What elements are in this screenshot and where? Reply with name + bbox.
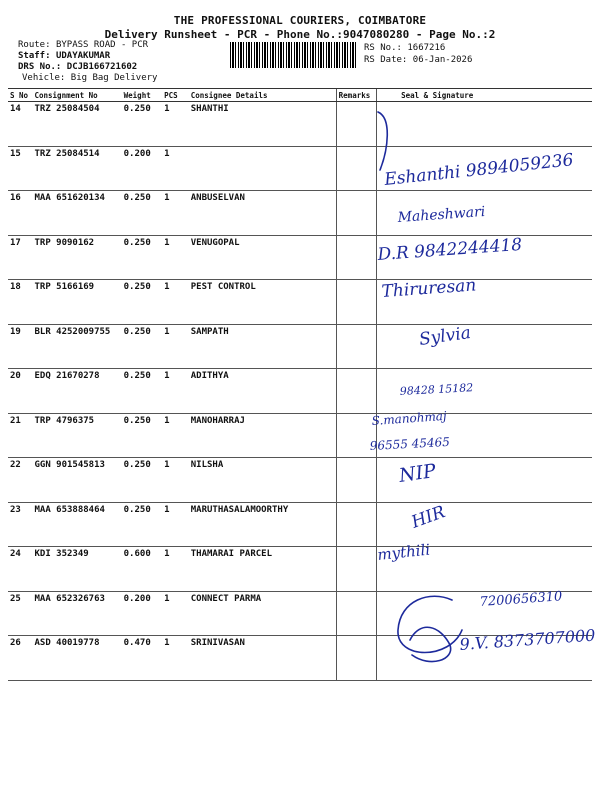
cell-consignee: ADITHYA bbox=[189, 369, 336, 414]
cell-remarks bbox=[336, 636, 376, 681]
cell-sno: 16 bbox=[8, 191, 32, 236]
handwritten-signature: 96555 45465 bbox=[369, 434, 451, 453]
cell-signature bbox=[377, 591, 592, 636]
cell-remarks bbox=[336, 591, 376, 636]
vehicle-line: Vehicle: Big Bag Delivery bbox=[22, 73, 158, 83]
cell-remarks bbox=[336, 458, 376, 503]
cell-consignee: SRINIVASAN bbox=[189, 636, 336, 681]
table-row bbox=[8, 591, 592, 636]
table-row bbox=[8, 146, 592, 191]
handwritten-signature: HIR bbox=[408, 502, 448, 533]
cell-weight: 0.250 bbox=[122, 280, 163, 325]
col-consignment: Consignment No bbox=[32, 89, 121, 102]
handwritten-signature: Thiruresan bbox=[380, 275, 477, 302]
cell-consignment: TRP 4796375 bbox=[32, 413, 121, 458]
runsheet-table bbox=[8, 88, 592, 681]
cell-remarks bbox=[336, 146, 376, 191]
handwritten-signature: D.R 9842244418 bbox=[376, 234, 523, 265]
cell-remarks bbox=[336, 191, 376, 236]
handwritten-signature: NIP bbox=[397, 460, 438, 487]
table-row bbox=[8, 102, 592, 147]
handwritten-signature: S.manohmaj bbox=[371, 408, 448, 428]
rs-date-value: 06-Jan-2026 bbox=[412, 55, 473, 65]
handwritten-signature: mythili bbox=[376, 540, 431, 564]
cell-weight: 0.200 bbox=[122, 591, 163, 636]
route-line: Route: BYPASS ROAD - PCR bbox=[18, 40, 149, 50]
cell-signature bbox=[377, 146, 592, 191]
handwritten-signature: 98428 15182 bbox=[399, 381, 474, 398]
cell-weight: 0.250 bbox=[122, 369, 163, 414]
cell-weight: 0.250 bbox=[122, 413, 163, 458]
cell-consignment: TRZ 25084514 bbox=[32, 146, 121, 191]
cell-sno: 24 bbox=[8, 547, 32, 592]
table-row bbox=[8, 547, 592, 592]
cell-signature bbox=[377, 280, 592, 325]
table-row bbox=[8, 458, 592, 503]
cell-consignment: GGN 901545813 bbox=[32, 458, 121, 503]
table-row bbox=[8, 369, 592, 414]
table-row bbox=[8, 280, 592, 325]
cell-weight: 0.250 bbox=[122, 191, 163, 236]
cell-weight: 0.600 bbox=[122, 547, 163, 592]
cell-pcs: 1 bbox=[162, 324, 189, 369]
rs-date-line: RS Date: 06-Jan-2026 bbox=[364, 55, 473, 65]
cell-consignee: THAMARAI PARCEL bbox=[189, 547, 336, 592]
route-value: BYPASS ROAD - PCR bbox=[55, 40, 149, 50]
cell-remarks bbox=[336, 102, 376, 147]
cell-pcs: 1 bbox=[162, 547, 189, 592]
table-row bbox=[8, 413, 592, 458]
col-signature: Seal & Signature bbox=[377, 89, 592, 102]
cell-pcs: 1 bbox=[162, 502, 189, 547]
cell-pcs: 1 bbox=[162, 146, 189, 191]
cell-pcs: 1 bbox=[162, 280, 189, 325]
drs-value: DCJB166721602 bbox=[66, 62, 138, 72]
cell-signature bbox=[377, 547, 592, 592]
cell-sno: 15 bbox=[8, 146, 32, 191]
col-sno: S No bbox=[8, 89, 32, 102]
cell-sno: 21 bbox=[8, 413, 32, 458]
cell-consignment: ASD 40019778 bbox=[32, 636, 121, 681]
drs-line: DRS No.: DCJB166721602 bbox=[18, 62, 138, 72]
cell-remarks bbox=[336, 324, 376, 369]
cell-consignment: MAA 651620134 bbox=[32, 191, 121, 236]
cell-consignee: ANBUSELVAN bbox=[189, 191, 336, 236]
cell-signature bbox=[377, 413, 592, 458]
vehicle-value: Big Bag Delivery bbox=[70, 73, 158, 83]
cell-consignee: SAMPATH bbox=[189, 324, 336, 369]
table-row bbox=[8, 502, 592, 547]
cell-signature bbox=[377, 235, 592, 280]
rs-no-line: RS No.: 1667216 bbox=[364, 43, 446, 53]
cell-consignee: CONNECT PARMA bbox=[189, 591, 336, 636]
cell-pcs: 1 bbox=[162, 191, 189, 236]
handwritten-signature: Sylvia bbox=[417, 322, 473, 350]
cell-consignee: SHANTHI bbox=[189, 102, 336, 147]
cell-consignment: MAA 653888464 bbox=[32, 502, 121, 547]
cell-consignment: BLR 4252009755 bbox=[32, 324, 121, 369]
barcode bbox=[230, 42, 358, 68]
cell-sno: 20 bbox=[8, 369, 32, 414]
cell-sno: 19 bbox=[8, 324, 32, 369]
cell-weight: 0.250 bbox=[122, 502, 163, 547]
cell-pcs: 1 bbox=[162, 591, 189, 636]
cell-signature bbox=[377, 324, 592, 369]
company-title: THE PROFESSIONAL COURIERS, COIMBATORE bbox=[173, 14, 427, 27]
cell-signature bbox=[377, 636, 592, 681]
cell-remarks bbox=[336, 280, 376, 325]
cell-weight: 0.250 bbox=[122, 324, 163, 369]
cell-consignee: MARUTHASALAMOORTHY bbox=[189, 502, 336, 547]
cell-remarks bbox=[336, 547, 376, 592]
cell-weight: 0.250 bbox=[122, 458, 163, 503]
cell-consignee: NILSHA bbox=[189, 458, 336, 503]
cell-sno: 26 bbox=[8, 636, 32, 681]
cell-sno: 22 bbox=[8, 458, 32, 503]
cell-weight: 0.200 bbox=[122, 146, 163, 191]
cell-remarks bbox=[336, 502, 376, 547]
cell-signature bbox=[377, 102, 592, 147]
handwritten-signature: Maheshwari bbox=[397, 203, 486, 226]
cell-remarks bbox=[336, 369, 376, 414]
table-row bbox=[8, 636, 592, 681]
cell-pcs: 1 bbox=[162, 102, 189, 147]
cell-consignment: KDI 352349 bbox=[32, 547, 121, 592]
table-row bbox=[8, 235, 592, 280]
cell-consignee: VENUGOPAL bbox=[189, 235, 336, 280]
cell-consignee bbox=[189, 146, 336, 191]
cell-consignee: MANOHARRAJ bbox=[189, 413, 336, 458]
cell-pcs: 1 bbox=[162, 458, 189, 503]
cell-remarks bbox=[336, 235, 376, 280]
runsheet-subtitle: Delivery Runsheet - PCR - Phone No.:9047080280 - Page No.:2 bbox=[104, 28, 496, 41]
staff-value: UDAYAKUMAR bbox=[55, 51, 111, 61]
cell-sno: 17 bbox=[8, 235, 32, 280]
cell-weight: 0.250 bbox=[122, 235, 163, 280]
cell-signature bbox=[377, 369, 592, 414]
cell-signature bbox=[377, 191, 592, 236]
table-header-row bbox=[8, 89, 592, 102]
col-remarks: Remarks bbox=[336, 89, 376, 102]
cell-signature bbox=[377, 502, 592, 547]
cell-consignment: TRP 5166169 bbox=[32, 280, 121, 325]
cell-signature bbox=[377, 458, 592, 503]
handwritten-signature: 9.V. 8373707000 bbox=[458, 625, 596, 654]
rs-no-value: 1667216 bbox=[407, 43, 446, 53]
cell-pcs: 1 bbox=[162, 235, 189, 280]
cell-weight: 0.250 bbox=[122, 102, 163, 147]
staff-line: Staff: UDAYAKUMAR bbox=[18, 51, 111, 61]
cell-consignee: PEST CONTROL bbox=[189, 280, 336, 325]
cell-sno: 14 bbox=[8, 102, 32, 147]
cell-consignment: MAA 652326763 bbox=[32, 591, 121, 636]
cell-pcs: 1 bbox=[162, 413, 189, 458]
cell-weight: 0.470 bbox=[122, 636, 163, 681]
cell-sno: 18 bbox=[8, 280, 32, 325]
cell-sno: 25 bbox=[8, 591, 32, 636]
cell-pcs: 1 bbox=[162, 369, 189, 414]
cell-remarks bbox=[336, 413, 376, 458]
col-weight: Weight bbox=[122, 89, 163, 102]
cell-consignment: EDQ 21670278 bbox=[32, 369, 121, 414]
cell-sno: 23 bbox=[8, 502, 32, 547]
col-consignee: Consignee Details bbox=[189, 89, 336, 102]
table-row bbox=[8, 191, 592, 236]
table-row bbox=[8, 324, 592, 369]
cell-consignment: TRZ 25084504 bbox=[32, 102, 121, 147]
cell-consignment: TRP 9090162 bbox=[32, 235, 121, 280]
handwritten-signature: Eshanthi 9894059236 bbox=[383, 150, 575, 190]
col-pcs: PCS bbox=[162, 89, 189, 102]
cell-pcs: 1 bbox=[162, 636, 189, 681]
handwritten-signature: 7200656310 bbox=[479, 589, 563, 610]
